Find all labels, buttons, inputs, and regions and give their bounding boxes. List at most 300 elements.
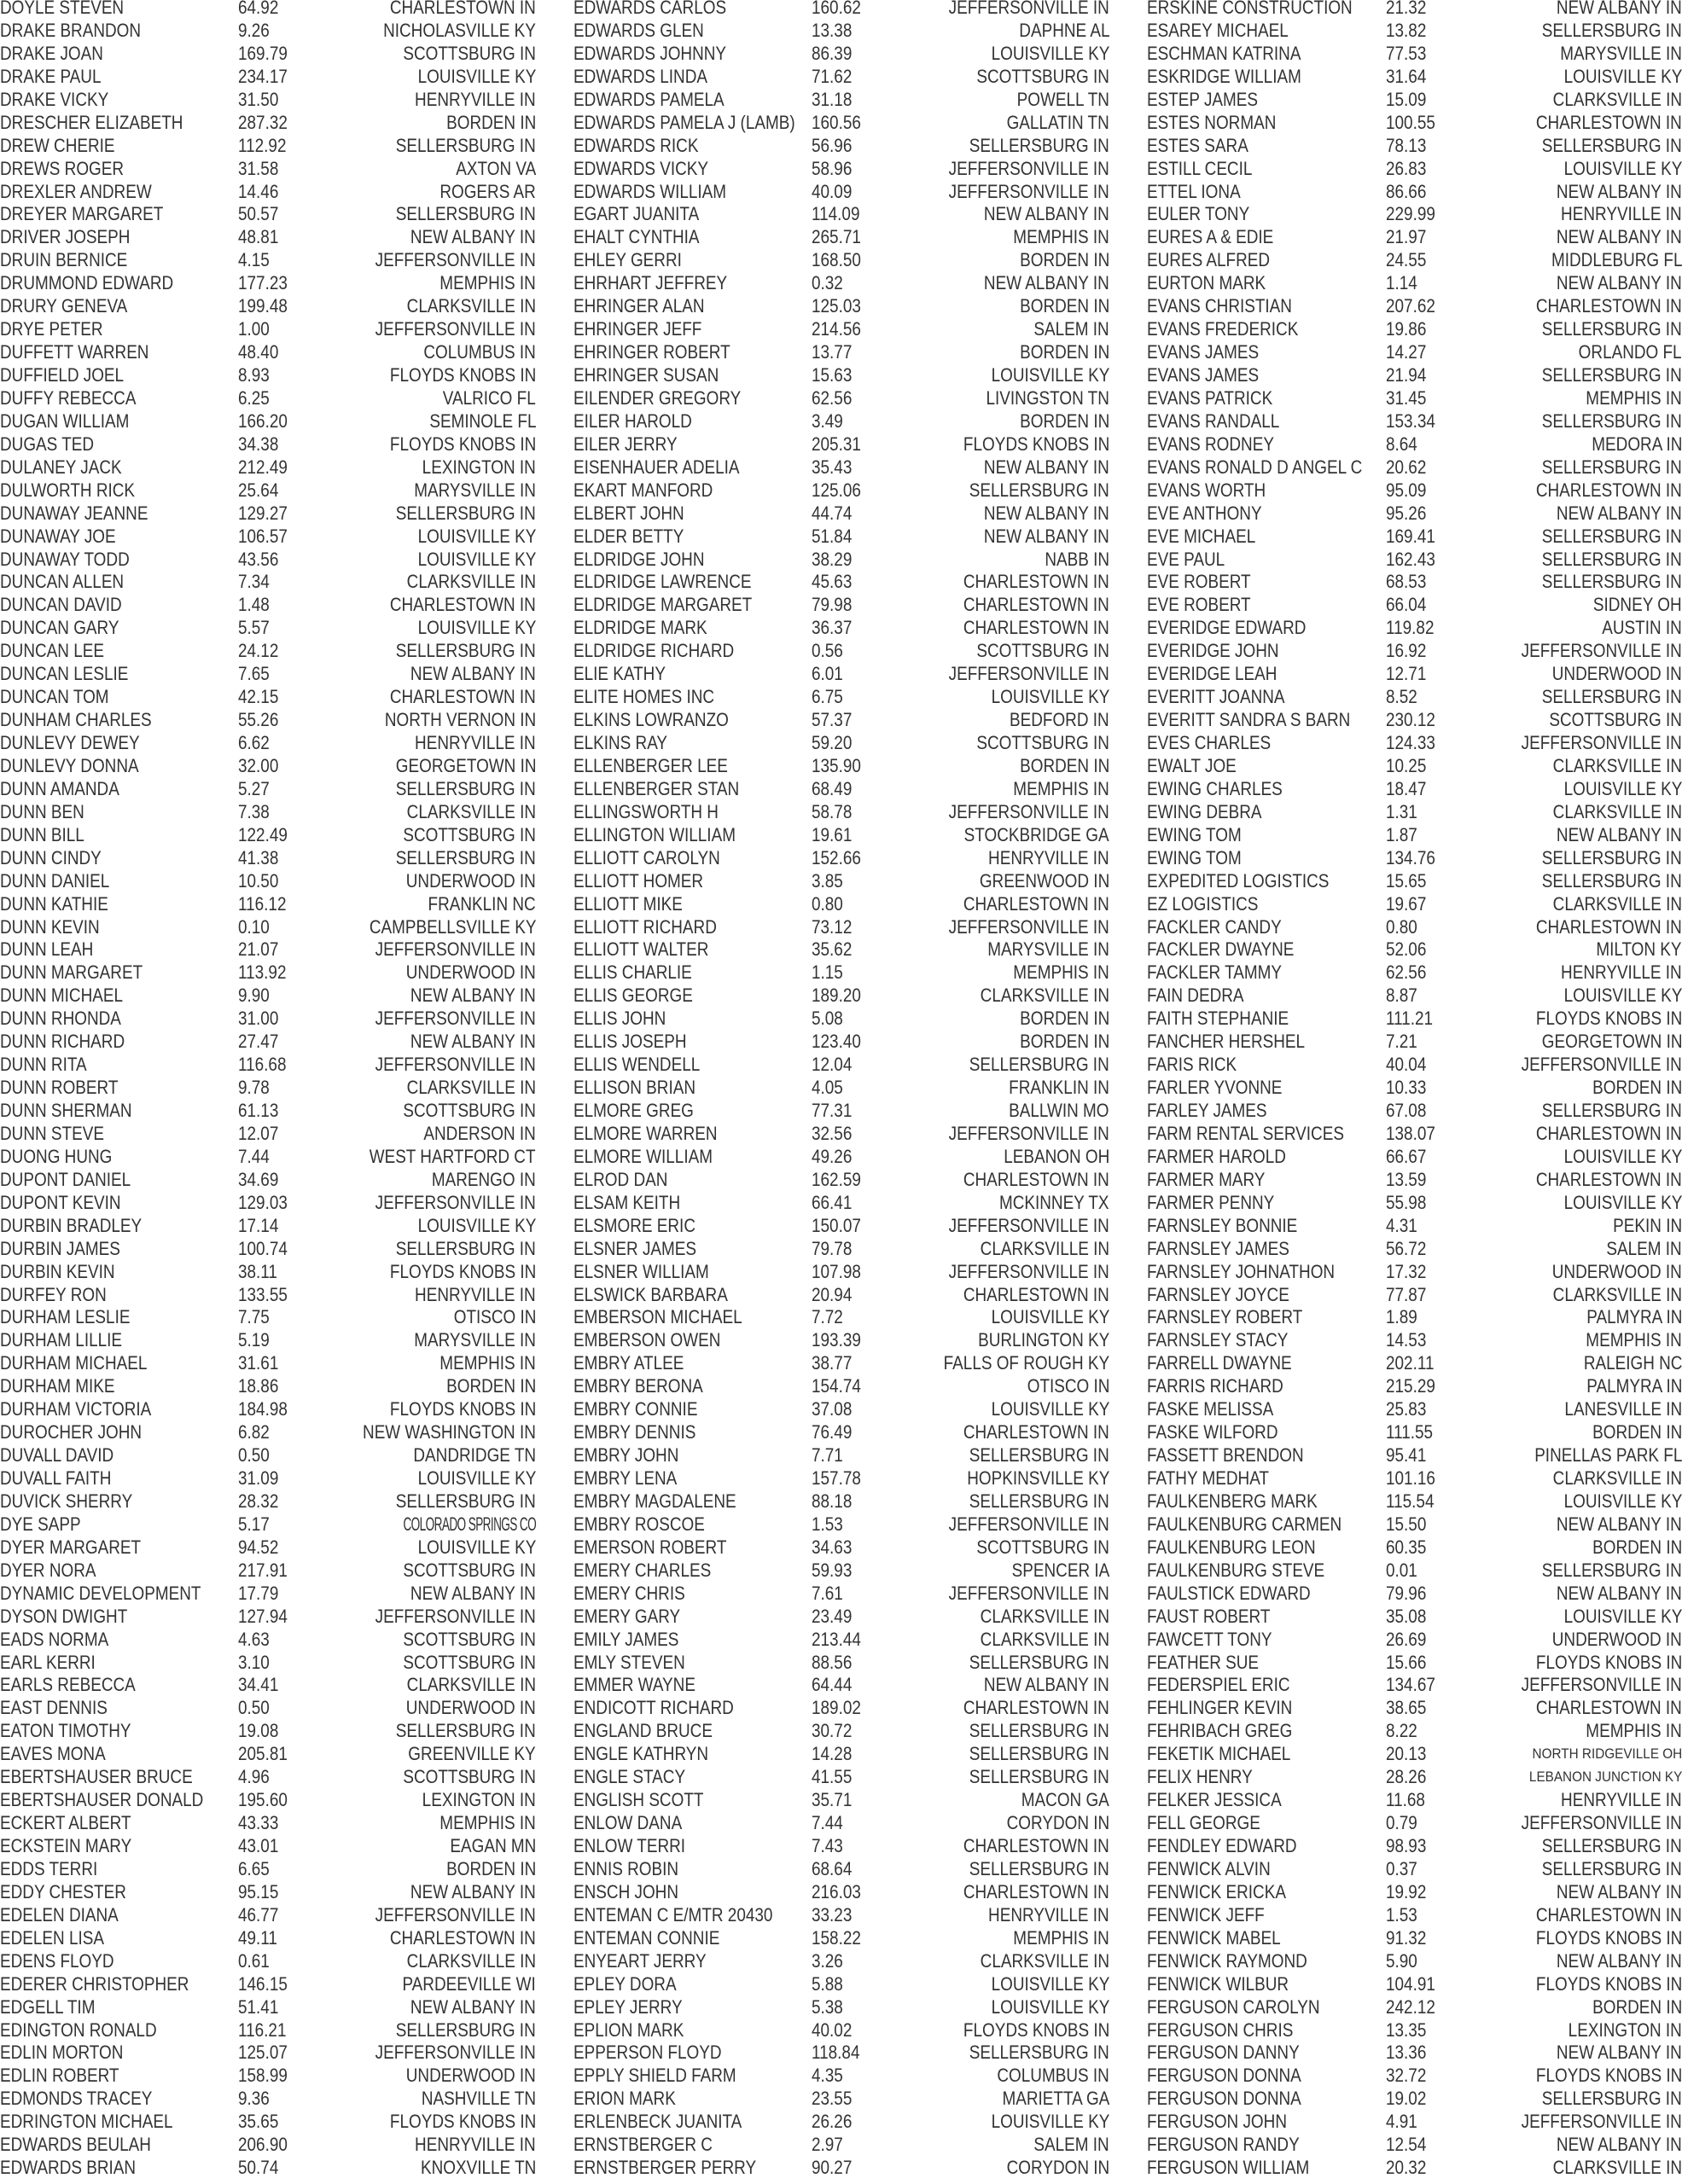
list-row [573, 1146, 1109, 1169]
city-state: UNDERWOOD IN [405, 2065, 536, 2087]
city-state: UNDERWOOD IN [1551, 663, 1682, 685]
city-state: LOUISVILLE KY [417, 65, 536, 87]
list-row [0, 433, 536, 456]
owner-name: ELLIS GEORGE [573, 985, 693, 1007]
list-row [1147, 1973, 1682, 1996]
list-row [573, 1169, 1109, 1192]
amount: 17.14 [238, 1214, 279, 1236]
amount: 20.94 [812, 1283, 853, 1305]
amount: 88.18 [812, 1490, 853, 1512]
city-state: NEW ALBANY IN [984, 502, 1109, 524]
list-row [573, 1261, 1109, 1284]
amount: 37.08 [812, 1398, 853, 1420]
list-row [573, 1812, 1109, 1835]
owner-name: EDERER CHRISTOPHER [0, 1972, 189, 1995]
city-state: CLARKSVILLE IN [1552, 800, 1682, 822]
owner-name: DUNN LEAH [0, 938, 94, 961]
owner-name: EBERTSHAUSER DONALD [0, 1789, 204, 1811]
amount: 31.45 [1386, 386, 1427, 409]
list-row [1147, 985, 1682, 1008]
list-row [573, 410, 1109, 433]
amount: 1.31 [1386, 800, 1417, 822]
owner-name: EMBRY JOHN [573, 1444, 679, 1467]
city-state: MEMPHIS IN [1013, 961, 1109, 984]
city-state: UNDERWOOD IN [405, 1697, 536, 1719]
city-state: LOUISVILLE KY [991, 1972, 1109, 1995]
list-row [573, 1077, 1109, 1100]
list-row [0, 0, 536, 20]
amount: 31.64 [1386, 65, 1427, 87]
owner-name: ELMORE WARREN [573, 1122, 718, 1144]
amount: 5.90 [1386, 1949, 1417, 1972]
city-state: SELLERSBURG IN [395, 846, 536, 868]
list-row [1147, 663, 1682, 686]
amount: 34.63 [812, 1536, 853, 1558]
owner-name: DUNN CINDY [0, 846, 102, 868]
owner-name: ELKINS RAY [573, 732, 668, 753]
list-row [1147, 1881, 1682, 1904]
list-row [0, 249, 536, 272]
list-row [1147, 1950, 1682, 1973]
list-row [1147, 1513, 1682, 1536]
list-row [1147, 709, 1682, 732]
owner-name: EPPERSON FLOYD [573, 2042, 722, 2064]
amount: 68.53 [1386, 571, 1427, 593]
list-row [573, 2019, 1109, 2042]
list-row [1147, 318, 1682, 341]
amount: 5.19 [238, 1329, 270, 1351]
owner-name: DUNN DANIEL [0, 869, 110, 892]
city-state: BURLINGTON KY [977, 1329, 1109, 1351]
amount: 1.53 [1386, 1903, 1417, 1926]
list-row [573, 1652, 1109, 1675]
amount: 61.13 [238, 1100, 279, 1121]
list-row [0, 2042, 536, 2065]
listing-column-2 [573, 0, 1109, 2180]
amount: 7.43 [812, 1835, 843, 1856]
amount: 5.88 [812, 1972, 843, 1995]
amount: 41.55 [812, 1766, 853, 1788]
city-state: CLARKSVILLE IN [1552, 88, 1682, 110]
city-state: JEFFERSONVILLE IN [375, 2042, 536, 2064]
owner-name: EMERY GARY [573, 1605, 681, 1627]
city-state: SCOTTSBURG IN [403, 1100, 536, 1121]
owner-name: ELLENBERGER LEE [573, 754, 728, 776]
amount: 1.00 [238, 318, 270, 340]
city-state: MEMPHIS IN [1013, 777, 1109, 799]
city-state: SELLERSBURG IN [1541, 1559, 1682, 1581]
list-row [0, 916, 536, 939]
city-state: SELLERSBURG IN [1541, 364, 1682, 386]
owner-name: FAULKENBERG MARK [1147, 1490, 1318, 1512]
amount: 35.08 [1386, 1605, 1427, 1627]
owner-name: FASKE MELISSA [1147, 1398, 1274, 1420]
city-state: FLOYDS KNOBS IN [1535, 2065, 1682, 2087]
amount: 11.68 [1386, 1789, 1425, 1811]
list-row [0, 295, 536, 318]
amount: 35.62 [812, 938, 853, 961]
owner-name: FELKER JESSICA [1147, 1789, 1282, 1811]
city-state: UNDERWOOD IN [405, 961, 536, 984]
amount: 95.09 [1386, 479, 1427, 501]
city-state: NEW ALBANY IN [1557, 823, 1682, 845]
amount: 67.08 [1386, 1100, 1427, 1121]
list-row [0, 1697, 536, 1720]
city-state: CHARLESTOWN IN [963, 892, 1109, 915]
amount: 79.78 [812, 1237, 853, 1259]
owner-name: FAULKENBURG STEVE [1147, 1559, 1325, 1581]
list-row [0, 272, 536, 295]
owner-name: EGART JUANITA [573, 203, 700, 225]
list-row [0, 847, 536, 870]
city-state: JEFFERSONVILLE IN [1521, 1054, 1682, 1076]
owner-name: ELBERT JOHN [573, 502, 684, 524]
city-state: CHARLESTOWN IN [1535, 111, 1682, 133]
amount: 162.59 [812, 1168, 861, 1190]
owner-name: DRAKE JOAN [0, 42, 103, 64]
amount: 8.93 [238, 364, 270, 386]
owner-name: EMERSON ROBERT [573, 1536, 727, 1558]
amount: 113.92 [238, 961, 287, 984]
owner-name: FARRELL DWAYNE [1147, 1352, 1292, 1374]
owner-name: EVANS WORTH [1147, 479, 1266, 501]
list-row [1147, 66, 1682, 89]
owner-name: DUVALL FAITH [0, 1467, 112, 1489]
amount: 8.52 [1386, 686, 1417, 708]
owner-name: ERION MARK [573, 2088, 676, 2110]
list-row [573, 364, 1109, 387]
list-row [1147, 89, 1682, 112]
list-row [573, 916, 1109, 939]
city-state: CHARLESTOWN IN [963, 1835, 1109, 1856]
amount: 189.20 [812, 985, 861, 1007]
city-state: SALEM IN [1033, 318, 1109, 340]
amount: 6.62 [238, 732, 270, 753]
owner-name: FACKLER DWAYNE [1147, 938, 1295, 961]
amount: 2.97 [812, 2134, 843, 2156]
city-state: LOUISVILLE KY [991, 2111, 1109, 2133]
owner-name: EDWARDS CARLOS [573, 0, 727, 18]
list-row [573, 1444, 1109, 1467]
list-row [0, 1950, 536, 1973]
amount: 0.61 [238, 1949, 270, 1972]
city-state: JEFFERSONVILLE IN [375, 318, 536, 340]
amount: 31.61 [238, 1352, 279, 1374]
listing-column-1 [0, 0, 536, 2180]
owner-name: ELLENBERGER STAN [573, 777, 740, 799]
amount: 32.56 [812, 1122, 853, 1144]
list-row [1147, 1766, 1682, 1789]
city-state: LOUISVILLE KY [1563, 1490, 1682, 1512]
owner-name: FEATHER SUE [1147, 1651, 1260, 1673]
city-state: JEFFERSONVILLE IN [375, 1008, 536, 1030]
amount: 79.96 [1386, 1582, 1427, 1604]
city-state: CHARLESTOWN IN [389, 686, 536, 708]
list-row [1147, 410, 1682, 433]
list-row [1147, 1490, 1682, 1513]
amount: 4.15 [238, 249, 270, 271]
amount: 18.47 [1386, 777, 1427, 799]
list-row [573, 1100, 1109, 1123]
amount: 90.27 [812, 2157, 853, 2179]
list-row [573, 1123, 1109, 1146]
list-row [573, 1583, 1109, 1606]
city-state: NEW ALBANY IN [984, 1674, 1109, 1696]
owner-name: FATHY MEDHAT [1147, 1467, 1269, 1489]
list-row [0, 502, 536, 526]
owner-name: EISENHAUER ADELIA [573, 456, 740, 478]
owner-name: DUNCAN DAVID [0, 594, 122, 616]
amount: 13.35 [1386, 2018, 1427, 2041]
city-state: MCKINNEY TX [999, 1191, 1109, 1213]
list-row [573, 824, 1109, 847]
owner-name: EVANS FREDERICK [1147, 318, 1299, 340]
amount: 7.38 [238, 800, 270, 822]
city-state: SELLERSBURG IN [1541, 571, 1682, 593]
city-state: FLOYDS KNOBS IN [389, 1398, 536, 1420]
owner-name: EDRINGTON MICHAEL [0, 2111, 173, 2133]
owner-name: EDWARDS VICKY [573, 157, 709, 179]
amount: 31.00 [238, 1008, 279, 1030]
owner-name: DURBIN JAMES [0, 1237, 120, 1259]
list-row [1147, 1398, 1682, 1421]
owner-name: DREW CHERIE [0, 134, 115, 156]
owner-name: FEHLINGER KEVIN [1147, 1697, 1293, 1719]
amount: 125.06 [812, 479, 861, 501]
owner-name: DUNN AMANDA [0, 777, 119, 799]
owner-name: FASKE WILFORD [1147, 1421, 1278, 1443]
owner-name: EMBRY DENNIS [573, 1421, 696, 1443]
amount: 19.67 [1386, 892, 1427, 915]
list-row [573, 226, 1109, 249]
list-row [573, 938, 1109, 961]
list-row [0, 870, 536, 893]
city-state: LOUISVILLE KY [1563, 1191, 1682, 1213]
owner-name: FARLEY JAMES [1147, 1100, 1267, 1121]
owner-name: FANCHER HERSHEL [1147, 1031, 1306, 1053]
amount: 38.29 [812, 548, 853, 570]
amount: 94.52 [238, 1536, 279, 1558]
amount: 1.53 [812, 1513, 843, 1535]
list-row [0, 1238, 536, 1261]
amount: 4.91 [1386, 2111, 1417, 2133]
amount: 0.50 [238, 1697, 270, 1719]
owner-name: EHRINGER SUSAN [573, 364, 719, 386]
list-row [573, 640, 1109, 663]
amount: 60.35 [1386, 1536, 1427, 1558]
amount: 265.71 [812, 226, 861, 248]
list-row [0, 1835, 536, 1858]
list-row [1147, 824, 1682, 847]
owner-name: EULER TONY [1147, 203, 1250, 225]
owner-name: FARLER YVONNE [1147, 1077, 1283, 1099]
owner-name: FARMER HAROLD [1147, 1145, 1286, 1167]
amount: 127.94 [238, 1605, 288, 1627]
amount: 30.72 [812, 1720, 853, 1742]
list-row [0, 1054, 536, 1077]
list-row [0, 1467, 536, 1490]
city-state: JEFFERSONVILLE IN [375, 1054, 536, 1076]
owner-name: DRIVER JOSEPH [0, 226, 131, 248]
city-state: JEFFERSONVILLE IN [1521, 640, 1682, 662]
amount: 15.63 [812, 364, 853, 386]
amount: 24.55 [1386, 249, 1427, 271]
list-row [0, 526, 536, 549]
amount: 66.41 [812, 1191, 853, 1213]
city-state: SCOTTSBURG IN [403, 1651, 536, 1673]
city-state: LEBANON OH [1003, 1145, 1109, 1167]
list-row [1147, 1054, 1682, 1077]
list-row [1147, 847, 1682, 870]
amount: 31.09 [238, 1467, 279, 1489]
owner-name: FERGUSON JOHN [1147, 2111, 1287, 2133]
city-state: SELLERSBURG IN [969, 1651, 1109, 1673]
amount: 55.98 [1386, 1191, 1427, 1213]
list-row [573, 961, 1109, 985]
city-state: LOUISVILLE KY [417, 617, 536, 639]
list-row [573, 1835, 1109, 1858]
list-row [573, 341, 1109, 364]
city-state: CHARLESTOWN IN [1535, 295, 1682, 317]
list-row [573, 2134, 1109, 2157]
amount: 95.26 [1386, 502, 1427, 524]
amount: 3.49 [812, 410, 843, 432]
city-state: CHARLESTOWN IN [963, 1880, 1109, 1902]
city-state: FLOYDS KNOBS IN [389, 364, 536, 386]
list-row [1147, 1858, 1682, 1881]
list-row [573, 1881, 1109, 1904]
list-row [1147, 1306, 1682, 1329]
amount: 0.56 [812, 640, 843, 662]
owner-name: FARNSLEY JOYCE [1147, 1283, 1289, 1305]
owner-name: ELDRIDGE MARGARET [573, 594, 753, 616]
list-row [573, 663, 1109, 686]
amount: 52.06 [1386, 938, 1427, 961]
owner-name: EVERIDGE JOHN [1147, 640, 1279, 662]
city-state: OTISCO IN [1027, 1375, 1109, 1397]
amount: 0.10 [238, 915, 270, 938]
owner-name: EVERITT JOANNA [1147, 686, 1285, 708]
amount: 150.07 [812, 1214, 861, 1236]
city-state: AUSTIN IN [1602, 617, 1682, 639]
city-state: CLARKSVILLE IN [406, 1949, 536, 1972]
owner-name: EDDS TERRI [0, 1857, 98, 1879]
amount: 62.56 [1386, 961, 1427, 984]
amount: 287.32 [238, 111, 288, 133]
city-state: MILTON KY [1596, 938, 1682, 961]
list-row [1147, 1329, 1682, 1352]
owner-name: DUNN RITA [0, 1054, 87, 1076]
list-row [573, 158, 1109, 181]
owner-name: DUNCAN TOM [0, 686, 109, 708]
amount: 134.67 [1386, 1674, 1435, 1696]
owner-name: EVERIDGE EDWARD [1147, 617, 1307, 639]
city-state: CLARKSVILLE IN [406, 571, 536, 593]
amount: 0.79 [1386, 1812, 1417, 1834]
list-row [0, 226, 536, 249]
city-state: SELLERSBURG IN [969, 479, 1109, 501]
city-state: SELLERSBURG IN [395, 203, 536, 225]
amount: 101.16 [1386, 1467, 1435, 1489]
city-state: NICHOLASVILLE KY [383, 19, 536, 41]
list-row [573, 89, 1109, 112]
amount: 38.77 [812, 1352, 853, 1374]
city-state: CLARKSVILLE IN [980, 985, 1109, 1007]
amount: 152.66 [812, 846, 861, 868]
list-row [0, 961, 536, 985]
owner-name: DUNN SHERMAN [0, 1100, 132, 1121]
owner-name: ENGLAND BRUCE [573, 1720, 713, 1742]
city-state: MARENGO IN [432, 1168, 536, 1190]
list-row [0, 1444, 536, 1467]
city-state: SCOTTSBURG IN [403, 42, 536, 64]
amount: 15.09 [1386, 88, 1427, 110]
amount: 73.12 [812, 915, 853, 938]
list-row [0, 1077, 536, 1100]
owner-name: EVE ANTHONY [1147, 502, 1262, 524]
owner-name: DUNHAM CHARLES [0, 709, 152, 731]
owner-name: EDDY CHESTER [0, 1880, 126, 1902]
amount: 1.15 [812, 961, 843, 984]
list-row [0, 2088, 536, 2111]
city-state: NEW ALBANY IN [1557, 180, 1682, 202]
city-state: LOUISVILLE KY [1563, 777, 1682, 799]
amount: 7.61 [812, 1582, 843, 1604]
city-state: LOUISVILLE KY [991, 364, 1109, 386]
amount: 1.89 [1386, 1306, 1417, 1328]
owner-name: DYNAMIC DEVELOPMENT [0, 1582, 201, 1604]
amount: 62.56 [812, 386, 853, 409]
list-row [1147, 249, 1682, 272]
list-row [573, 755, 1109, 778]
city-state: NEW ALBANY IN [410, 663, 536, 685]
amount: 42.15 [238, 686, 279, 708]
amount: 146.15 [238, 1972, 288, 1995]
owner-name: ENNIS ROBIN [573, 1857, 679, 1879]
owner-name: DUNN BILL [0, 823, 84, 845]
list-row [1147, 1100, 1682, 1123]
owner-name: FENWICK RAYMOND [1147, 1949, 1307, 1972]
amount: 21.32 [1386, 0, 1427, 18]
city-state: CHARLESTOWN IN [963, 1168, 1109, 1190]
owner-name: ELDRIDGE MARK [573, 617, 707, 639]
list-row [0, 1560, 536, 1583]
amount: 122.49 [238, 823, 288, 845]
amount: 38.11 [238, 1260, 277, 1282]
owner-name: EDLIN MORTON [0, 2042, 124, 2064]
list-row [0, 1973, 536, 1996]
owner-name: ENGLISH SCOTT [573, 1789, 704, 1811]
list-row [1147, 1743, 1682, 1766]
list-row [0, 20, 536, 43]
amount: 51.84 [812, 525, 853, 547]
amount: 116.68 [238, 1054, 287, 1076]
owner-name: EVANS JAMES [1147, 364, 1260, 386]
list-row [0, 893, 536, 916]
city-state: MACON GA [1021, 1789, 1109, 1811]
list-row [1147, 961, 1682, 985]
city-state: SELLERSBURG IN [1541, 525, 1682, 547]
amount: 7.71 [812, 1444, 843, 1467]
list-row [0, 66, 536, 89]
amount: 64.44 [812, 1674, 853, 1696]
city-state: GALLATIN TN [1006, 111, 1109, 133]
owner-name: EMLY STEVEN [573, 1651, 685, 1673]
amount: 66.04 [1386, 594, 1427, 616]
owner-name: ENLOW TERRI [573, 1835, 686, 1856]
amount: 13.59 [1386, 1168, 1427, 1190]
amount: 23.49 [812, 1605, 853, 1627]
